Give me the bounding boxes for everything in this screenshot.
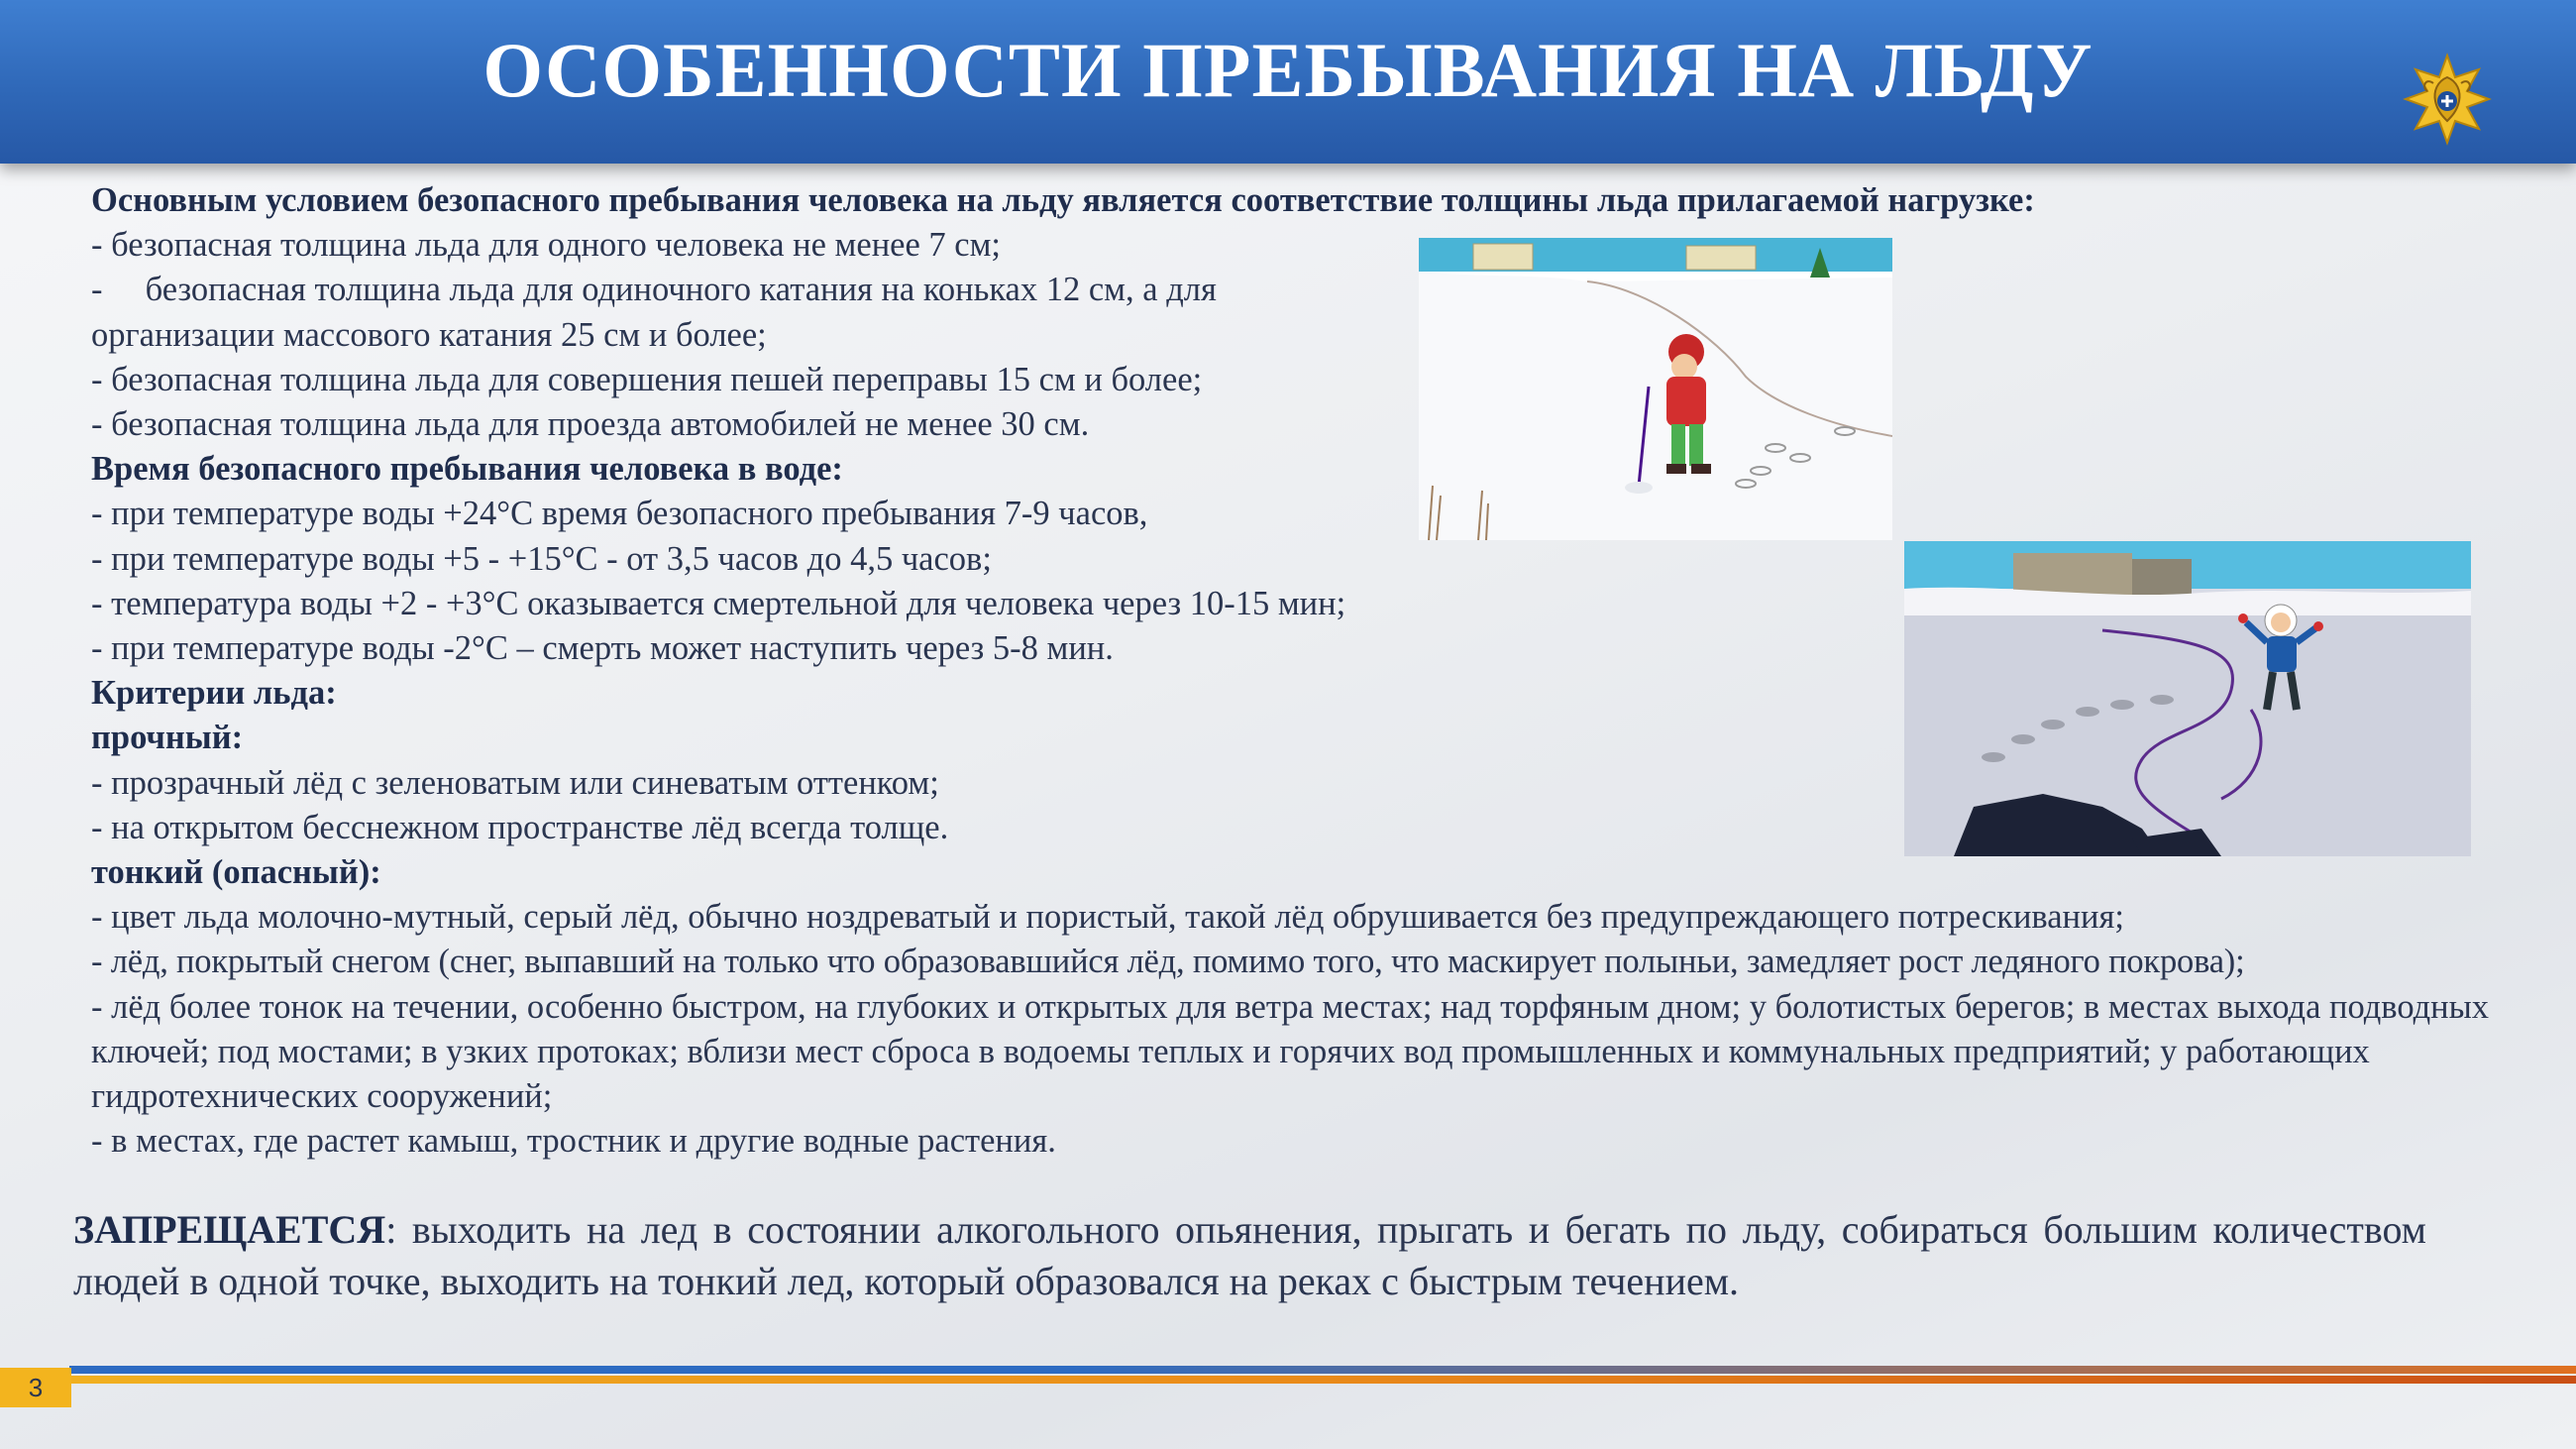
text-line: - безопасная толщина льда для проезда автомобилей не менее 30 см. [91,405,1090,444]
child-walking-on-ice-illustration [1419,238,1892,540]
subheading-thin: тонкий (опасный): [91,853,381,892]
text-line: - при температуре воды -2°С – смерть может наступить через 5-8 мин. [91,629,1114,668]
page-number: 3 [0,1368,71,1407]
text-line: - безопасная толщина льда для одиночного катания на коньках 12 см, а для [91,271,1217,309]
text-line: организации массового катания 25 см и более; [91,315,767,354]
heading-ice-criteria: Критерии льда: [91,674,337,713]
text-line: - безопасная толщина льда для совершения пешей переправы 15 см и более; [91,360,1203,398]
text-paragraph: - лёд более тонок на течении, особенно быстром, на глубоких и открытых для ветра местах; над торфяным дном; у болотистых берегов; в местах выхода подводных ключей; под мостами; в узких протоках; вблизи мест сброса в водоемы теплых и горячих вод промышленных и коммунальных предприятий; у работающих гидротехнических сооружений; [91,987,2490,1116]
subheading-strong: прочный: [91,719,244,757]
text-line: - при температуре воды +24°С время безопасного пребывания 7-9 часов, [91,495,1148,533]
prohibition-label: ЗАПРЕЩАЕТСЯ [73,1207,386,1252]
heading-water-time: Время безопасного пребывания человека в воде: [91,450,843,489]
text-line: - температура воды +2 - +3°С оказывается смертельной для человека через 10-15 мин; [91,584,1346,622]
page-title: ОСОБЕННОСТИ ПРЕБЫВАНИЯ НА ЛЬДУ [483,27,2093,113]
prohibition-notice [73,1204,2426,1307]
text-line: - при температуре воды +5 - +15°С - от 3,5 часов до 4,5 часов; [91,539,992,578]
emergency-ministry-emblem-icon [2398,48,2497,147]
text-line: - на открытом бесснежном пространстве лёд всегда толще. [91,808,949,846]
footer-stripe-orange [69,1376,2576,1384]
header-bar [0,0,2576,164]
text-line: - лёд, покрытый снегом (снег, выпавший на только что образовавшийся лёд, помимо того, что маскирует полыньи, замедляет рост ледяного покрова); [91,943,2245,981]
footer-stripes [69,1366,2576,1388]
heading-ice-thickness: Основным условием безопасного пребывания человека на льду является соответствие толщины льда прилагаемой нагрузке: [91,181,2035,219]
prohibition-text: : выходить на лед в состоянии алкогольного опьянения, прыгать и бегать по льду, собираться большим количеством людей в одной точке, выходить на тонкий лед, который образовался на реках с быстрым течением. [73,1207,2426,1303]
footer-stripe-blue [69,1366,2576,1374]
ice-breaking-illustration [1904,541,2471,856]
text-line: - в местах, где растет камыш, тростник и другие водные растения. [91,1122,1056,1161]
text-line: - безопасная толщина льда для одного человека не менее 7 см; [91,226,1002,265]
text-line: - прозрачный лёд с зеленоватым или синеватым оттенком; [91,763,939,802]
text-line: - цвет льда молочно-мутный, серый лёд, обычно ноздреватый и пористый, такой лёд обрушивается без предупреждающего потрескивания; [91,898,2124,937]
